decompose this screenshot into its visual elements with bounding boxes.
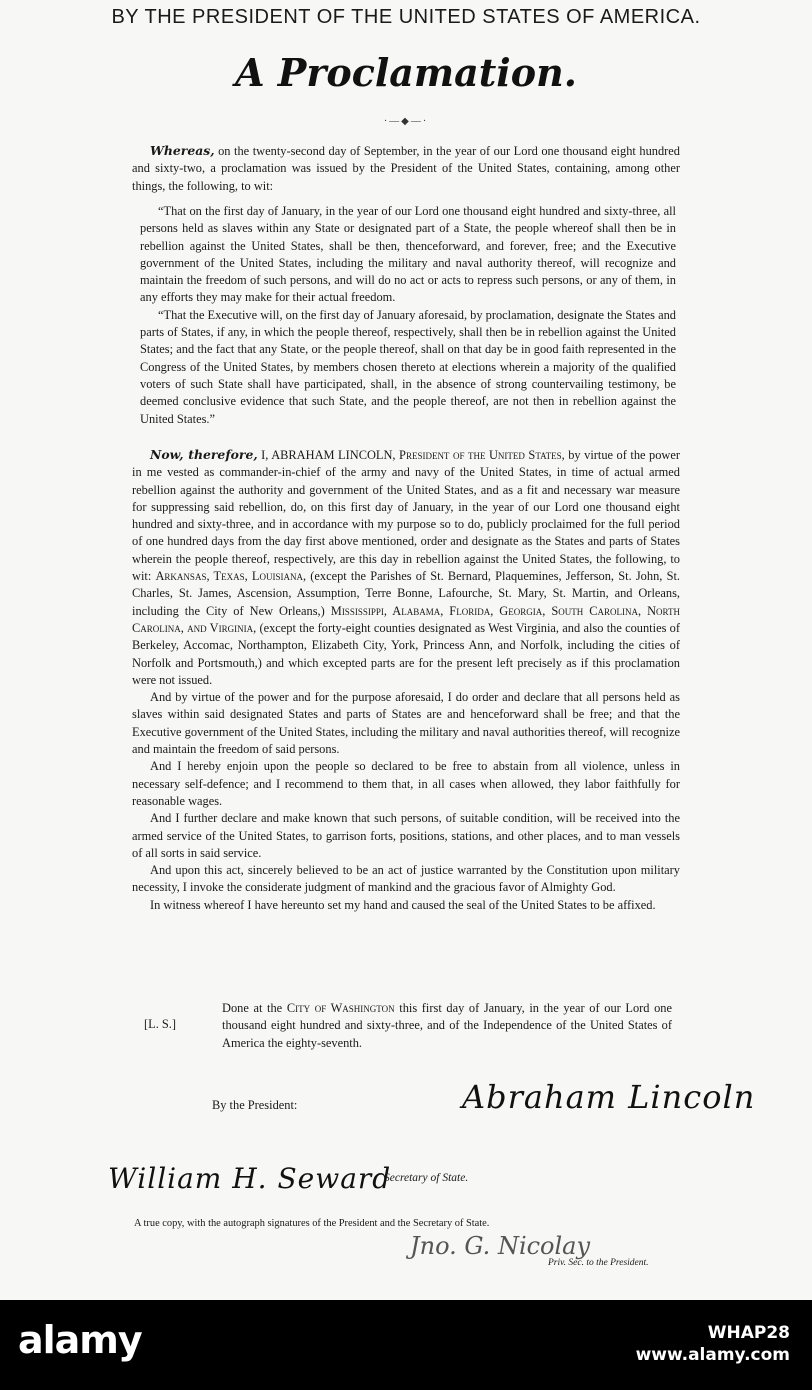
- now-therefore-paragraph: [132, 446, 680, 689]
- whereas-paragraph: [132, 142, 680, 195]
- by-the-president-label: By the President:: [212, 1098, 298, 1112]
- quote-paragraph-2: “That the Executive will, on the first day of January aforesaid, by proclamation, designate the States and parts of States, if any, in which the people thereof, respectively, shall then be in rebellion against the United States; and the fact that any State, or the people thereof, shall on that day be in good faith represented in the Congress of the United States, by members chosen thereto at elections wherein a majority of the qualified voters of such State shall have participated, shall, in the absence of strong countervailing testimony, be deemed conclusive evidence that such State, and the people thereof, are not then in rebellion against the United States.”: [140, 307, 676, 426]
- lincoln-signature: Abraham Lincoln: [462, 1078, 756, 1116]
- now-text-4: (except the forty-eight counties designated as West Virginia, and also the counties of Berkeley, Accomac, Northampton, Elizabeth City, York, Princess Ann, and Norfolk, including the cities of Norfolk and Portsmouth,) and which excepted parts are for the present left precisely as if this proclamation were not issued.: [132, 620, 680, 687]
- now-therefore-lead: Now, therefore,: [150, 447, 258, 462]
- quote-paragraph-1: “That on the first day of January, in the year of our Lord one thousand eight hundred and sixty-three, all persons held as slaves within any State or designated part of a State, the people whereof shall then be in rebellion against the United States, shall be then, thenceforward, and forever, free; and the Executive government of the United States, including the military and naval authority thereof, will recognize and maintain the freedom of such persons, and will do no act or acts to repress such persons, or any of them, in any efforts they may make for their actual freedom.: [140, 204, 676, 305]
- document-heading: BY THE PRESIDENT OF THE UNITED STATES OF AMERICA.: [111, 6, 701, 28]
- quote-block: [132, 203, 680, 428]
- proclamation-title: A Proclamation.: [235, 50, 577, 95]
- now-sc-2: Arkansas, Texas, Louisiana,: [155, 569, 307, 584]
- image-id: [636, 1322, 790, 1366]
- now-text-2: , by virtue of the power in me vested as commander-in-chief of the army and navy of the United States, in time of actual armed rebellion against the authority and government of the United States, and as a fit and necessary war measure for suppressing said rebellion, do, on this first day of January, in the year of our Lord one thousand eight hundred and sixty-three, and in accordance with my purpose so to do, publicly proclaimed for the full period of one hundred days from the day first above mentioned, order and designate as the States and parts of States wherein the people thereof, respectively, are this day in rebellion against the United States, the following, to wit:: [132, 448, 680, 584]
- image-id-code: WHAP28: [707, 1323, 790, 1343]
- image-site: www.alamy.com: [635, 1345, 790, 1365]
- done-block: [222, 1000, 672, 1052]
- now-text-1: I, ABRAHAM LINCOLN,: [257, 448, 400, 462]
- whereas-lead: Whereas,: [150, 143, 215, 158]
- done-text-2: this first day of January, in the year of our Lord one thousand eight hundred and sixty-three, and of the Independence of the United States of America the eighty-seventh.: [222, 1001, 672, 1050]
- secretary-of-state-label: Secretary of State.: [384, 1172, 469, 1184]
- seal-mark: [L. S.]: [144, 1017, 177, 1031]
- nicolay-signature: Jno. G. Nicolay: [410, 1232, 591, 1260]
- now-text-3: (except the Parishes of St. Bernard, Plaquemines, Jefferson, St. John, St. Charles, St. James, Ascension, Assumption, Terre Bonne, Lafourche, St. Mary, St. Martin, and Orleans, including the City of New Orleans,): [132, 569, 681, 618]
- private-secretary-label: Priv. Sec. to the President.: [548, 1258, 649, 1268]
- declare-paragraph: And I further declare and make known that such persons, of suitable condition, will be received into the armed service of the United States, to garrison forts, positions, stations, and other places, and to man vessels of all sorts in said service.: [132, 811, 680, 860]
- whereas-text: on the twenty-second day of September, in the year of our Lord one thousand eight hundred and sixty-two, a proclamation was issued by the President of the United States, containing, among other things, the following, to wit:: [132, 144, 680, 193]
- whereas-block: [132, 142, 680, 195]
- watermark-banner: [0, 1300, 812, 1390]
- enjoin-paragraph: And I hereby enjoin upon the people so declared to be free to abstain from all violence, unless in necessary self-defence; and I recommend to them that, in all cases when allowed, they labor faithfully for reasonable wages.: [132, 759, 680, 808]
- true-copy-note: A true copy, with the autograph signatures of the President and the Secretary of State.: [134, 1218, 490, 1229]
- alamy-logo: alamy: [18, 1318, 142, 1362]
- done-text-1: Done at the: [222, 1001, 287, 1015]
- justice-paragraph: And upon this act, sincerely believed to be an act of justice warranted by the Constitution upon military necessity, I invoke the considerate judgment of mankind and the gracious favor of Almighty God.: [132, 863, 680, 895]
- done-paragraph: [222, 1000, 672, 1052]
- seward-signature: William H. Seward: [108, 1162, 392, 1195]
- now-sc-1: President of the United States: [399, 448, 562, 462]
- now-sc-3: Mississippi, Alabama, Florida, Georgia, South Carolina, North Carolina, and Virginia,: [132, 603, 680, 635]
- ornament-divider: ·—◆—·: [383, 116, 429, 127]
- main-block: [132, 446, 680, 914]
- order-paragraph: And by virtue of the power and for the purpose aforesaid, I do order and declare that all persons held as slaves within said designated States and parts of States are and henceforward shall be free; and that the Executive government of the United States, including the military and naval authorities thereof, will recognize and maintain the freedom of said persons.: [132, 690, 680, 757]
- done-sc: City of Washington: [286, 1001, 395, 1015]
- witness-paragraph: In witness whereof I have hereunto set my hand and caused the seal of the United States to be affixed.: [150, 897, 656, 912]
